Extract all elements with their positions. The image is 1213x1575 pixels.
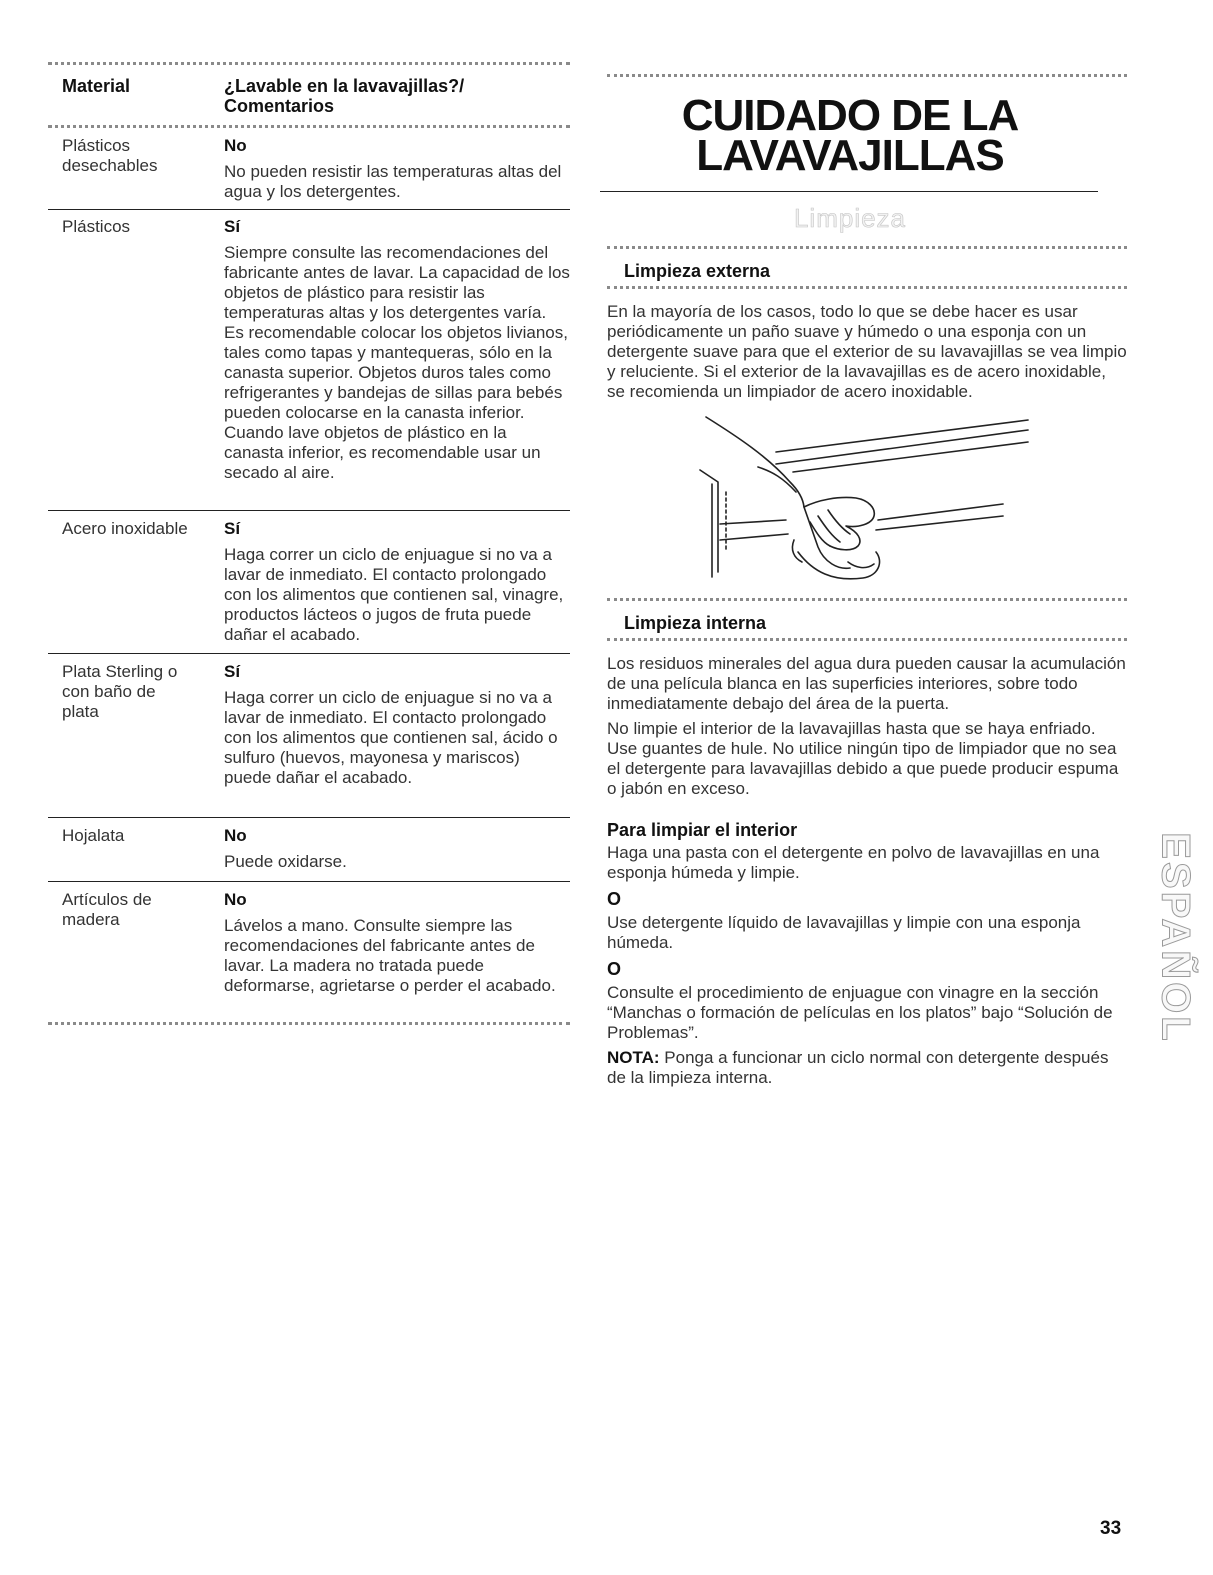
or-separator-2: O bbox=[607, 959, 622, 979]
material-cell: Plásticos desechables bbox=[62, 136, 158, 175]
page-title-line2: LAVAVAJILLAS bbox=[696, 131, 1004, 180]
comment-cell: Haga correr un ciclo de enjuague si no va a lavar de inmediato. El contacto prolongado con los alimentos que contienen sal, vinagre, productos lácteos o jugos de fruta puede dañar el acabado. bbox=[224, 545, 564, 644]
table-header-comments-line1: ¿Lavable en la lavavajillas?/ bbox=[224, 76, 465, 96]
title-top-rule bbox=[607, 74, 1127, 77]
verdict-cell: No bbox=[224, 826, 247, 845]
row-divider bbox=[48, 510, 570, 511]
note-label: NOTA: bbox=[607, 1048, 660, 1067]
wrist-crease bbox=[758, 467, 796, 492]
table-top-rule bbox=[48, 62, 570, 65]
clean-step-3: Consulte el procedimiento de enjuague con vinagre en la sección “Manchas o formación de películas en los platos” bajo “Solución de Problemas”. bbox=[607, 983, 1113, 1042]
language-side-tab-label: ESPAÑOL bbox=[1153, 832, 1198, 1044]
internal-bottom-rule bbox=[607, 638, 1127, 641]
cloth-fold-2 bbox=[848, 562, 874, 568]
verdict-cell: Sí bbox=[224, 519, 241, 538]
row-divider bbox=[48, 817, 570, 818]
external-cleaning-heading: Limpieza externa bbox=[624, 261, 771, 281]
door-side-edge bbox=[700, 470, 718, 572]
table-header-comments-line2: Comentarios bbox=[224, 96, 335, 116]
verdict-cell: No bbox=[224, 136, 247, 155]
comment-cell: Lávelos a mano. Consulte siempre las recomendaciones del fabricante antes de lavar. La madera no tratada puede deformarse, agrietarse o perder el acabado. bbox=[224, 916, 556, 995]
row-divider bbox=[48, 209, 570, 210]
page-title-line1: CUIDADO DE LA bbox=[681, 91, 1019, 140]
material-cell: Hojalata bbox=[62, 826, 125, 845]
cloth-fold bbox=[792, 540, 802, 562]
material-cell: Acero inoxidable bbox=[62, 519, 188, 538]
or-separator-1: O bbox=[607, 889, 622, 909]
verdict-cell: Sí bbox=[224, 217, 241, 236]
page-title bbox=[600, 91, 1100, 180]
internal-top-rule bbox=[607, 598, 1127, 601]
panel-edge-lower bbox=[720, 534, 788, 540]
external-bottom-rule bbox=[607, 286, 1127, 289]
panel-edge bbox=[720, 520, 786, 524]
comment-cell: Siempre consulte las recomendaciones del fabricante antes de lavar. La capacidad de los objetos de plástico para resistir las temperaturas altas y los detergentes varía. Es recomendable colocar los objetos livianos, tales como tapas y mantequeras, sólo en la canasta superior. Objetos duros tales como refrigerantes y bandejas de sillas para bebés pueden colocarse en la canasta inferior. Cuando lave objetos de plástico en la canasta inferior, es recomendable usar un secado al aire. bbox=[224, 243, 570, 482]
row-divider bbox=[48, 653, 570, 654]
wiping-illustration bbox=[698, 412, 1038, 584]
note-paragraph bbox=[607, 1048, 1127, 1088]
verdict-cell: No bbox=[224, 890, 247, 909]
external-top-rule bbox=[607, 246, 1127, 249]
internal-cleaning-text-2: No limpie el interior de la lavavajillas hasta que se haya enfriado. Use guantes de hule. No utilice ningún tipo de limpiador que no sea el detergente para lavavajillas debido a que puede producir espuma o jabón en exceso. bbox=[607, 719, 1119, 798]
table-header-material: Material bbox=[62, 76, 131, 96]
row-divider bbox=[48, 881, 570, 882]
comment-cell: Puede oxidarse. bbox=[224, 852, 347, 871]
finger-3 bbox=[828, 510, 850, 534]
table-header-rule bbox=[48, 125, 570, 128]
material-cell: Artículos de madera bbox=[62, 890, 152, 929]
clean-step-2: Use detergente líquido de lavavajillas y limpie con una esponja húmeda. bbox=[607, 913, 1081, 952]
title-bottom-rule bbox=[600, 191, 1098, 192]
table-bottom-rule bbox=[48, 1022, 570, 1025]
internal-cleaning-text-1: Los residuos minerales del agua dura pueden causar la acumulación de una película blanca en las superficies interiores, sobre todo inmediatamente debajo del área de la puerta. bbox=[607, 654, 1126, 713]
external-cleaning-text: En la mayoría de los casos, todo lo que se debe hacer es usar periódicamente un paño suave y húmedo o una esponja con un detergente suave para que el exterior de su lavavajillas se vea limpio y reluciente. Si el exterior de la lavavajillas es de acero inoxidable, se recomienda un limpiador de acero inoxidable. bbox=[607, 302, 1127, 401]
section-heading: Limpieza bbox=[793, 203, 907, 233]
clean-interior-heading: Para limpiar el interior bbox=[607, 820, 798, 840]
material-cell: Plásticos bbox=[62, 217, 131, 236]
note-text: Ponga a funcionar un ciclo normal con detergente después de la limpieza interna. bbox=[607, 1048, 1109, 1087]
cloth-outline bbox=[798, 552, 880, 579]
clean-step-1: Haga una pasta con el detergente en polvo de lavavajillas en una esponja húmeda y limpie. bbox=[607, 843, 1100, 882]
comment-cell: Haga correr un ciclo de enjuague si no va a lavar de inmediato. El contacto prolongado con los alimentos que contienen sal, ácido o sulfuro (huevos, mayonesa y mariscos) puede dañar el acabado. bbox=[224, 688, 558, 787]
internal-cleaning-heading: Limpieza interna bbox=[624, 613, 767, 633]
material-cell: Plata Sterling o con baño de plata bbox=[62, 662, 178, 721]
verdict-cell: Sí bbox=[224, 662, 241, 681]
comment-cell: No pueden resistir las temperaturas altas del agua y los detergentes. bbox=[224, 162, 562, 201]
page-number: 33 bbox=[1100, 1518, 1122, 1539]
